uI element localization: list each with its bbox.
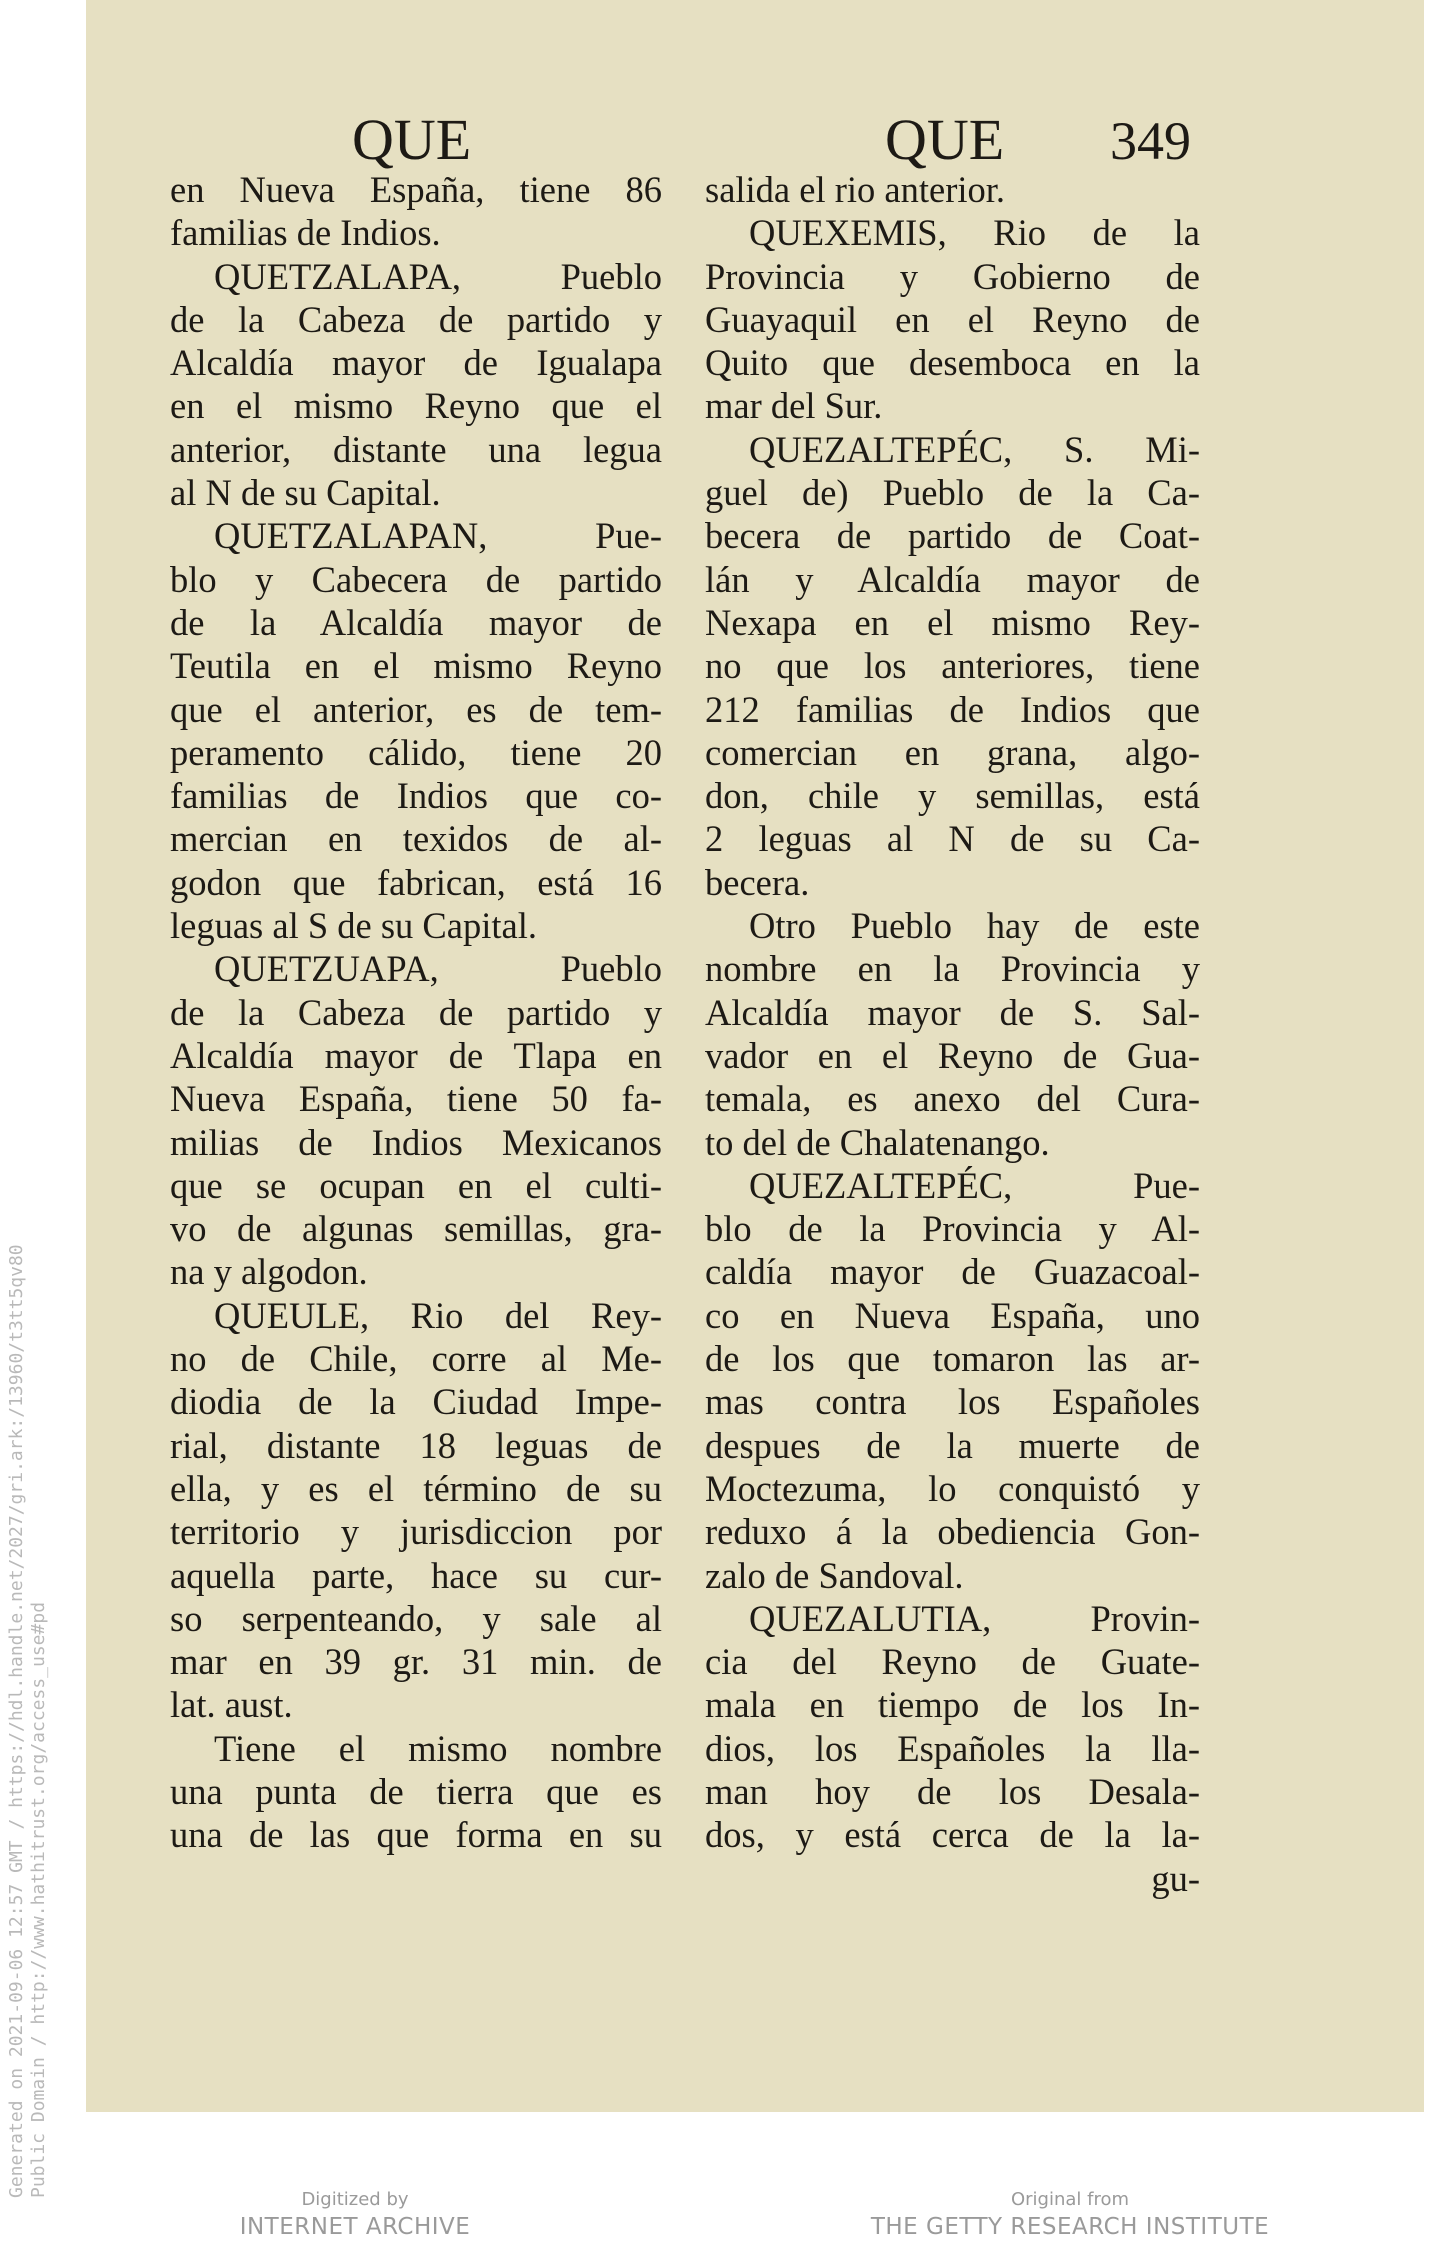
right-text-column <box>705 168 1200 1900</box>
right-running-head: QUE <box>885 107 1005 172</box>
left-running-head: QUE <box>352 107 472 172</box>
text-line: de los que tomaron las ar- <box>705 1338 1200 1380</box>
text-line: Guayaquil en el Reyno de <box>705 298 1200 340</box>
text-line: caldía mayor de Guazacoal- <box>705 1251 1200 1293</box>
source-name: THE GETTY RESEARCH INSTITUTE <box>870 2214 1270 2240</box>
source-credit <box>860 2188 1280 2242</box>
text-line: en Nueva España, tiene 86 <box>170 169 662 210</box>
text-line: Alcaldía mayor de Tlapa en <box>170 1034 662 1076</box>
text-line: 2 leguas al N de su Ca- <box>705 818 1200 860</box>
text-line: blo y Cabecera de partido <box>170 558 662 600</box>
text-line: vador en el Reyno de Gua- <box>705 1034 1200 1076</box>
text-line: en el mismo Reyno que el <box>170 385 662 427</box>
text-line: mar del Sur. <box>705 385 883 427</box>
text-line: dos, y está cerca de la la- <box>705 1814 1200 1856</box>
text-line: dios, los Españoles la lla- <box>705 1727 1200 1769</box>
text-line: que el anterior, es de tem- <box>170 688 662 730</box>
text-line: de la Alcaldía mayor de <box>170 601 662 643</box>
digitized-by-label: Digitized by <box>301 2189 409 2210</box>
text-line: lán y Alcaldía mayor de <box>705 558 1200 600</box>
text-line: QUEXEMIS, Rio de la <box>749 212 1200 254</box>
rights-line: Public Domain / http://www.hathitrust.org/access_use#pd <box>28 1601 49 2198</box>
page-number: 349 <box>1110 111 1191 171</box>
text-line: QUEZALTEPÉC, Pue- <box>749 1164 1200 1206</box>
text-line: territorio y jurisdiccion por <box>170 1511 662 1553</box>
text-line: Quito que desemboca en la <box>705 342 1200 384</box>
text-line: Moctezuma, lo conquistó y <box>705 1467 1200 1509</box>
generation-stamp <box>6 1244 50 2198</box>
text-line: Provincia y Gobierno de <box>705 255 1200 297</box>
text-line: cia del Reyno de Guate- <box>705 1641 1200 1683</box>
text-line: ella, y es el término de su <box>170 1467 662 1509</box>
digitizer-name: INTERNET ARCHIVE <box>239 2214 471 2240</box>
text-line: don, chile y semillas, está <box>705 775 1200 817</box>
text-line: Nueva España, tiene 50 fa- <box>170 1078 662 1120</box>
text-line: que se ocupan en el culti- <box>170 1164 662 1206</box>
text-line: becera de partido de Coat- <box>705 515 1200 557</box>
text-line: peramento cálido, tiene 20 <box>170 731 662 773</box>
text-line: familias de Indios que co- <box>170 775 662 817</box>
text-line: blo de la Provincia y Al- <box>705 1208 1200 1250</box>
text-line: lat. aust. <box>170 1684 293 1726</box>
text-line: godon que fabrican, está 16 <box>170 861 662 903</box>
text-line: Otro Pueblo hay de este <box>749 905 1200 947</box>
generation-line: Generated on 2021-09-06 12:57 GMT / https://hdl.handle.net/2027/gri.ark:/13960/t3tt5qv80 <box>6 1244 27 2198</box>
text-line: aquella parte, hace su cur- <box>170 1554 662 1596</box>
text-line: comercian en grana, algo- <box>705 731 1200 773</box>
text-line: so serpenteando, y sale al <box>170 1597 662 1639</box>
text-line: mas contra los Españoles <box>705 1381 1200 1423</box>
text-line: reduxo á la obediencia Gon- <box>705 1511 1200 1553</box>
text-line: mercian en texidos de al- <box>170 818 662 860</box>
original-from-label: Original from <box>1010 2189 1130 2210</box>
text-line: temala, es anexo del Cura- <box>705 1078 1200 1120</box>
text-line: na y algodon. <box>170 1251 368 1293</box>
text-line: Alcaldía mayor de Igualapa <box>170 342 662 384</box>
text-line: leguas al S de su Capital. <box>170 905 537 947</box>
text-line: QUEZALUTIA, Provin- <box>749 1597 1200 1639</box>
text-line: nombre en la Provincia y <box>705 948 1200 990</box>
text-line: al N de su Capital. <box>170 472 441 514</box>
text-line: no de Chile, corre al Me- <box>170 1338 662 1380</box>
text-line: Tiene el mismo nombre <box>214 1727 662 1769</box>
text-line: 212 familias de Indios que <box>705 688 1200 730</box>
text-line: mala en tiempo de los In- <box>705 1684 1200 1726</box>
text-line: mar en 39 gr. 31 min. de <box>170 1641 662 1683</box>
text-line: to del de Chalatenango. <box>705 1121 1050 1163</box>
text-line: QUETZALAPAN, Pue- <box>214 515 662 557</box>
text-line: de la Cabeza de partido y <box>170 298 662 340</box>
text-line: salida el rio anterior. <box>705 169 1006 210</box>
text-line: QUEZALTEPÉC, S. Mi- <box>749 428 1200 470</box>
text-line: despues de la muerte de <box>705 1424 1200 1466</box>
text-line: QUETZUAPA, Pueblo <box>214 948 662 990</box>
text-line: QUETZALAPA, Pueblo <box>214 255 662 297</box>
text-line: de la Cabeza de partido y <box>170 991 662 1033</box>
text-line: man hoy de los Desala- <box>705 1770 1200 1812</box>
text-line: Alcaldía mayor de S. Sal- <box>705 991 1200 1033</box>
digitizer-credit <box>220 2188 490 2242</box>
text-line: co en Nueva España, uno <box>705 1294 1200 1336</box>
text-line: gu- <box>1151 1857 1200 1899</box>
text-line: QUEULE, Rio del Rey- <box>214 1294 662 1336</box>
text-line: Nexapa en el mismo Rey- <box>705 601 1200 643</box>
text-line: una de las que forma en su <box>170 1814 662 1856</box>
text-line: familias de Indios. <box>170 212 441 254</box>
text-line: guel de) Pueblo de la Ca- <box>705 472 1200 514</box>
text-line: becera. <box>705 861 810 903</box>
text-line: Teutila en el mismo Reyno <box>170 645 662 687</box>
text-line: diodia de la Ciudad Impe- <box>170 1381 662 1423</box>
left-text-column <box>170 168 662 1857</box>
text-line: anterior, distante una legua <box>170 428 662 470</box>
text-line: zalo de Sandoval. <box>705 1554 964 1596</box>
text-line: una punta de tierra que es <box>170 1770 662 1812</box>
text-line: no que los anteriores, tiene <box>705 645 1200 687</box>
text-line: vo de algunas semillas, gra- <box>170 1208 662 1250</box>
text-line: milias de Indios Mexicanos <box>170 1121 662 1163</box>
text-line: rial, distante 18 leguas de <box>170 1424 662 1466</box>
